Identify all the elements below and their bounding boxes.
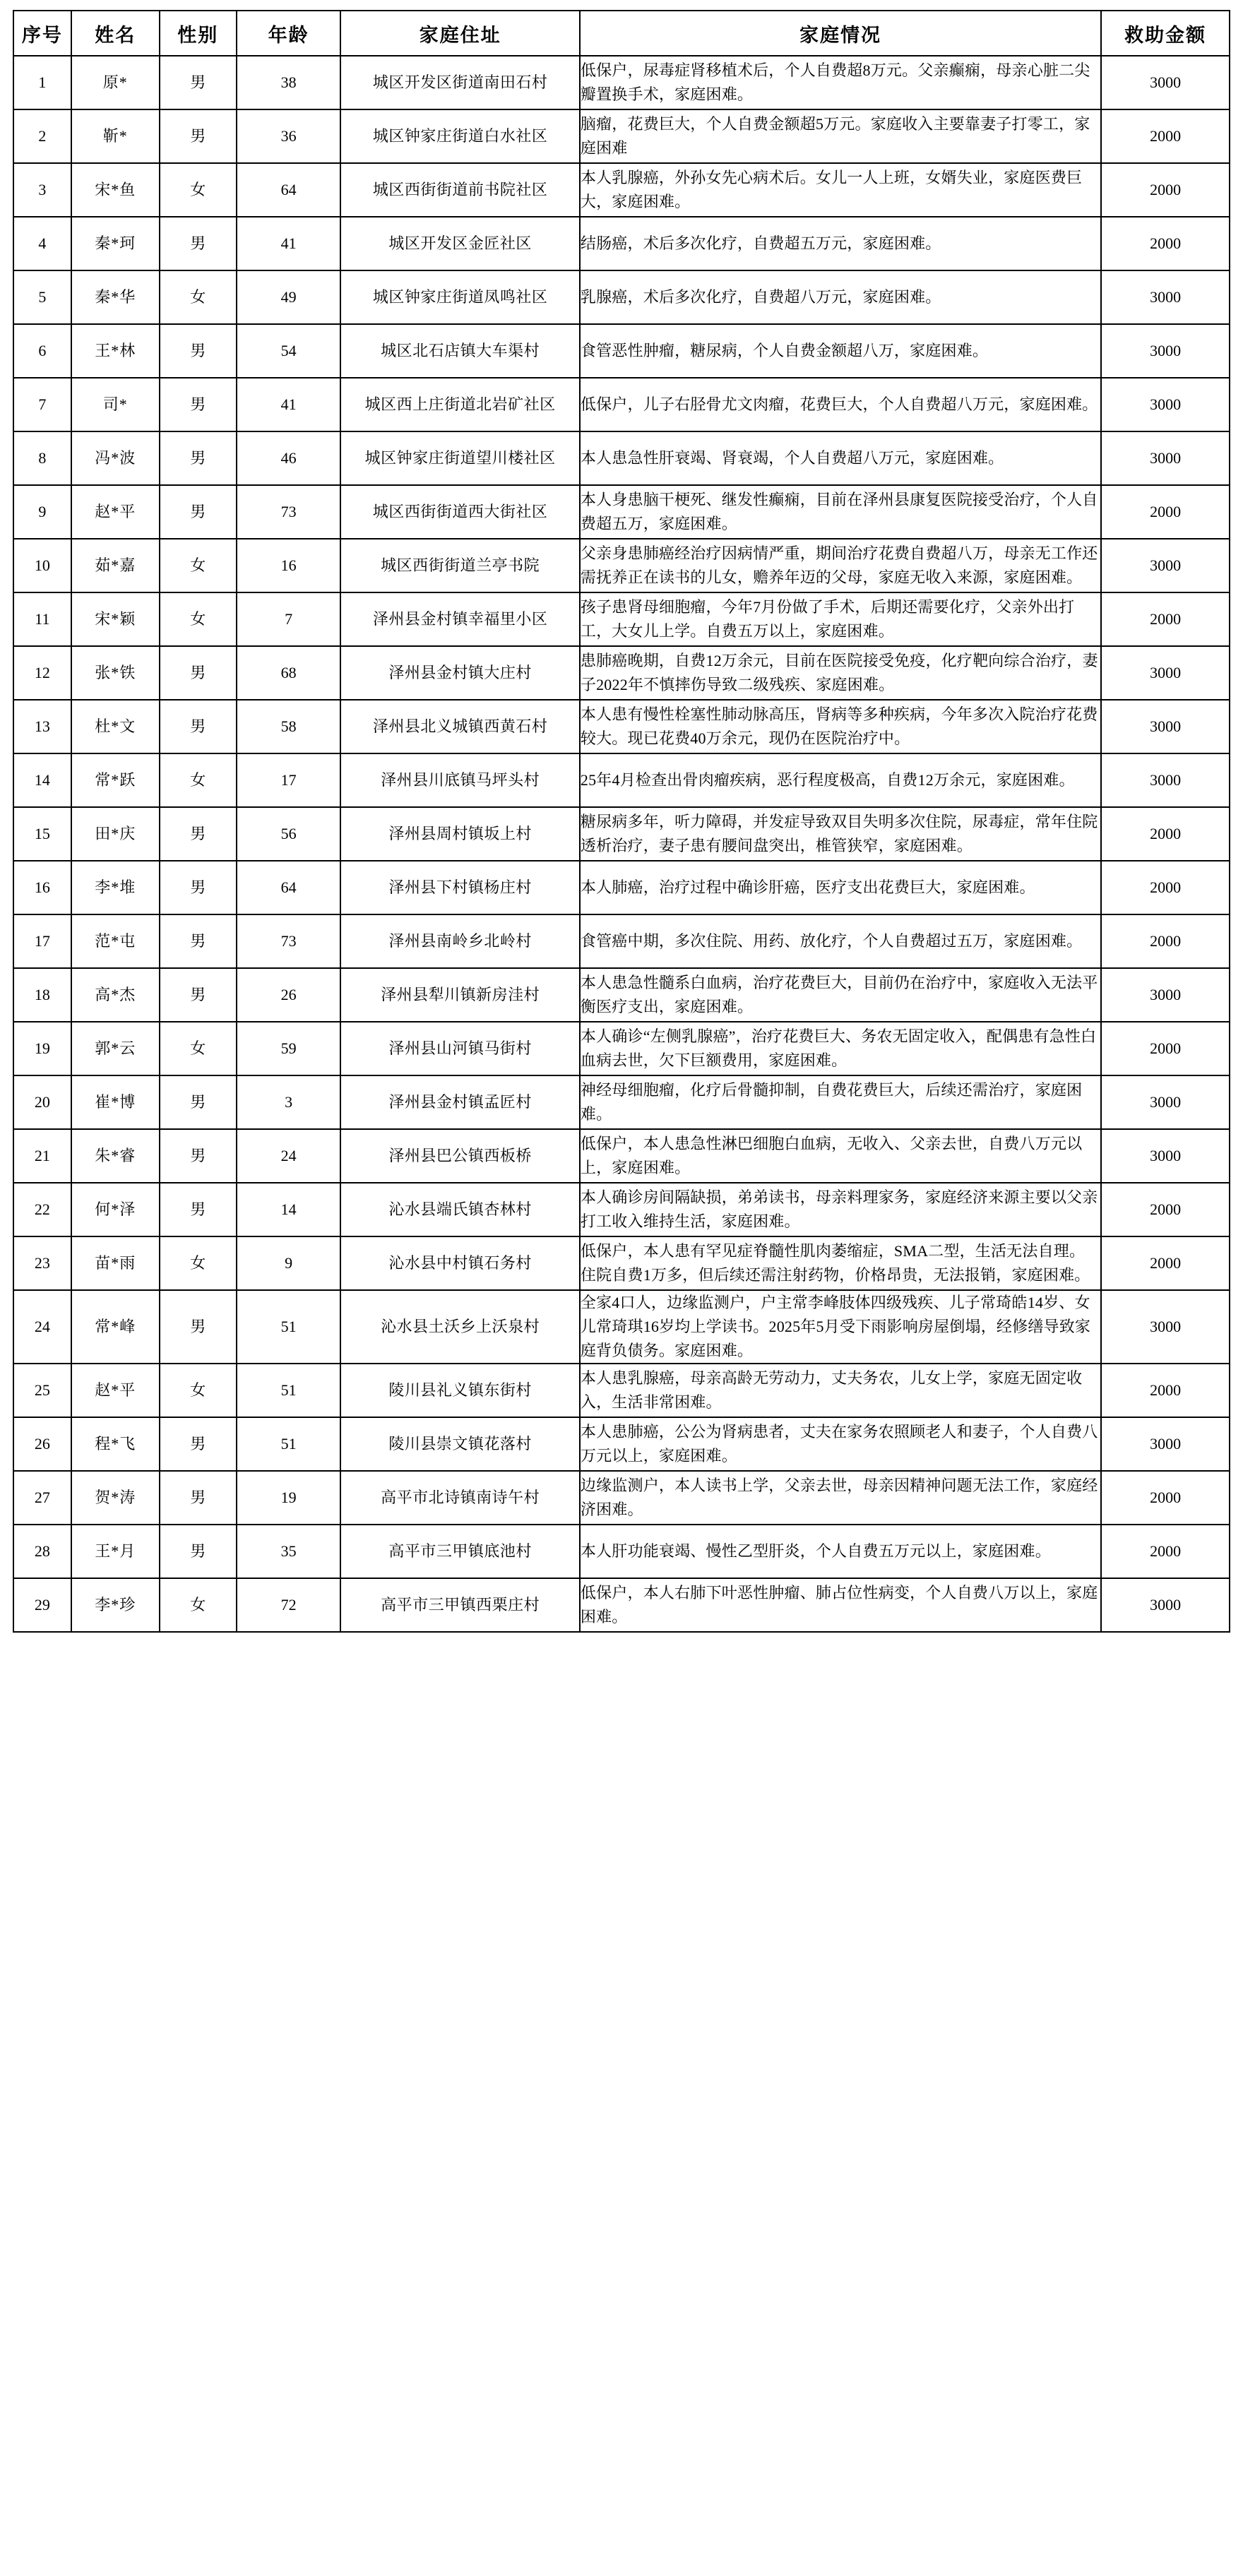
table-row — [13, 1183, 1230, 1236]
cell-situation: 神经母细胞瘤，化疗后骨髓抑制，自费花费巨大，后续还需治疗，家庭困难。 — [580, 1075, 1101, 1129]
cell-age: 41 — [237, 217, 341, 270]
cell-amount: 2000 — [1101, 1236, 1230, 1290]
cell-situation: 低保户，本人患有罕见症脊髓性肌肉萎缩症，SMA二型，生活无法自理。住院自费1万多，但后续还需注射药物，价格昂贵，无法报销，家庭困难。 — [580, 1236, 1101, 1290]
cell-amount: 2000 — [1101, 1525, 1230, 1578]
cell-name: 杜*文 — [71, 700, 160, 753]
table-row — [13, 861, 1230, 914]
cell-amount: 3000 — [1101, 378, 1230, 431]
table-row — [13, 485, 1230, 539]
column-header-age: 年龄 — [237, 11, 341, 56]
cell-index: 5 — [13, 270, 71, 324]
cell-name: 赵*平 — [71, 485, 160, 539]
cell-amount: 3000 — [1101, 753, 1230, 807]
cell-age: 41 — [237, 378, 341, 431]
cell-amount: 3000 — [1101, 700, 1230, 753]
cell-index: 22 — [13, 1183, 71, 1236]
cell-index: 7 — [13, 378, 71, 431]
cell-name: 朱*睿 — [71, 1129, 160, 1183]
table-row — [13, 646, 1230, 700]
cell-gender: 女 — [160, 270, 237, 324]
cell-name: 张*铁 — [71, 646, 160, 700]
cell-index: 4 — [13, 217, 71, 270]
cell-address: 陵川县崇文镇花落村 — [340, 1417, 579, 1471]
cell-gender: 男 — [160, 1183, 237, 1236]
cell-amount: 3000 — [1101, 431, 1230, 485]
cell-address: 泽州县金村镇孟匠村 — [340, 1075, 579, 1129]
cell-index: 14 — [13, 753, 71, 807]
cell-situation: 低保户，儿子右胫骨尤文肉瘤，花费巨大，个人自费超八万元，家庭困难。 — [580, 378, 1101, 431]
cell-situation: 低保户，尿毒症肾移植术后，个人自费超8万元。父亲癫痫，母亲心脏二尖瓣置换手术，家庭困难。 — [580, 56, 1101, 109]
cell-situation: 食管癌中期，多次住院、用药、放化疗，个人自费超过五万，家庭困难。 — [580, 914, 1101, 968]
cell-gender: 男 — [160, 1471, 237, 1525]
cell-situation: 脑瘤，花费巨大，个人自费金额超5万元。家庭收入主要靠妻子打零工，家庭困难 — [580, 109, 1101, 163]
cell-address: 陵川县礼义镇东街村 — [340, 1364, 579, 1417]
cell-index: 15 — [13, 807, 71, 861]
cell-index: 28 — [13, 1525, 71, 1578]
table-body — [13, 56, 1230, 1632]
cell-situation: 本人患有慢性栓塞性肺动脉高压，肾病等多种疾病，今年多次入院治疗花费较大。现已花费40万余元，现仍在医院治疗中。 — [580, 700, 1101, 753]
cell-address: 城区钟家庄街道白水社区 — [340, 109, 579, 163]
cell-gender: 女 — [160, 1578, 237, 1632]
cell-situation: 本人肺癌，治疗过程中确诊肝癌，医疗支出花费巨大，家庭困难。 — [580, 861, 1101, 914]
cell-age: 51 — [237, 1417, 341, 1471]
cell-gender: 女 — [160, 1236, 237, 1290]
table-row — [13, 378, 1230, 431]
cell-index: 13 — [13, 700, 71, 753]
cell-index: 10 — [13, 539, 71, 592]
cell-index: 12 — [13, 646, 71, 700]
header-row — [13, 11, 1230, 56]
cell-situation: 全家4口人，边缘监测户，户主常李峰肢体四级残疾、儿子常琦皓14岁、女儿常琦琪16岁均上学读书。2025年5月受下雨影响房屋倒塌，经修缮导致家庭背负债务。家庭困难。 — [580, 1290, 1101, 1364]
cell-address: 城区北石店镇大车渠村 — [340, 324, 579, 378]
cell-gender: 男 — [160, 217, 237, 270]
cell-amount: 2000 — [1101, 1364, 1230, 1417]
cell-address: 泽州县金村镇幸福里小区 — [340, 592, 579, 646]
cell-situation: 父亲身患肺癌经治疗因病情严重，期间治疗花费自费超八万，母亲无工作还需抚养正在读书的儿女，赡养年迈的父母，家庭无收入来源，家庭困难。 — [580, 539, 1101, 592]
cell-gender: 女 — [160, 1364, 237, 1417]
cell-amount: 3000 — [1101, 1578, 1230, 1632]
cell-name: 宋*鱼 — [71, 163, 160, 217]
cell-address: 城区西上庄街道北岩矿社区 — [340, 378, 579, 431]
cell-index: 11 — [13, 592, 71, 646]
cell-age: 35 — [237, 1525, 341, 1578]
cell-amount: 3000 — [1101, 1075, 1230, 1129]
cell-situation: 本人患乳腺癌，母亲高龄无劳动力，丈夫务农，儿女上学，家庭无固定收入，生活非常困难。 — [580, 1364, 1101, 1417]
cell-age: 68 — [237, 646, 341, 700]
cell-gender: 女 — [160, 539, 237, 592]
cell-amount: 3000 — [1101, 539, 1230, 592]
cell-gender: 男 — [160, 700, 237, 753]
cell-gender: 男 — [160, 807, 237, 861]
cell-gender: 女 — [160, 163, 237, 217]
cell-address: 泽州县川底镇马坪头村 — [340, 753, 579, 807]
cell-age: 16 — [237, 539, 341, 592]
cell-age: 73 — [237, 485, 341, 539]
cell-address: 高平市北诗镇南诗午村 — [340, 1471, 579, 1525]
cell-address: 高平市三甲镇底池村 — [340, 1525, 579, 1578]
cell-gender: 男 — [160, 968, 237, 1022]
cell-index: 27 — [13, 1471, 71, 1525]
cell-index: 3 — [13, 163, 71, 217]
cell-situation: 本人患急性肝衰竭、肾衰竭，个人自费超八万元，家庭困难。 — [580, 431, 1101, 485]
cell-address: 泽州县犁川镇新房洼村 — [340, 968, 579, 1022]
table-row — [13, 1290, 1230, 1364]
cell-index: 25 — [13, 1364, 71, 1417]
cell-age: 51 — [237, 1364, 341, 1417]
cell-situation: 乳腺癌，术后多次化疗，自费超八万元，家庭困难。 — [580, 270, 1101, 324]
cell-amount: 3000 — [1101, 1290, 1230, 1364]
cell-age: 24 — [237, 1129, 341, 1183]
table-row — [13, 270, 1230, 324]
table-row — [13, 914, 1230, 968]
cell-name: 秦*珂 — [71, 217, 160, 270]
cell-name: 何*泽 — [71, 1183, 160, 1236]
column-header-index: 序号 — [13, 11, 71, 56]
cell-gender: 男 — [160, 914, 237, 968]
table-row — [13, 163, 1230, 217]
table-row — [13, 1471, 1230, 1525]
table-row — [13, 1578, 1230, 1632]
cell-situation: 25年4月检查出骨肉瘤疾病，恶行程度极高，自费12万余元，家庭困难。 — [580, 753, 1101, 807]
cell-amount: 2000 — [1101, 109, 1230, 163]
cell-situation: 患肺癌晚期，自费12万余元，目前在医院接受免疫，化疗靶向综合治疗，妻子2022年不慎摔伤导致二级残疾、家庭困难。 — [580, 646, 1101, 700]
cell-name: 司* — [71, 378, 160, 431]
cell-situation: 本人身患脑干梗死、继发性癫痫，目前在泽州县康复医院接受治疗，个人自费超五万，家庭困难。 — [580, 485, 1101, 539]
cell-index: 6 — [13, 324, 71, 378]
cell-age: 9 — [237, 1236, 341, 1290]
cell-index: 9 — [13, 485, 71, 539]
cell-age: 72 — [237, 1578, 341, 1632]
cell-amount: 2000 — [1101, 163, 1230, 217]
cell-situation: 边缘监测户，本人读书上学，父亲去世，母亲因精神问题无法工作，家庭经济困难。 — [580, 1471, 1101, 1525]
cell-index: 1 — [13, 56, 71, 109]
cell-name: 苗*雨 — [71, 1236, 160, 1290]
cell-situation: 本人患急性髓系白血病，治疗花费巨大，目前仍在治疗中，家庭收入无法平衡医疗支出，家庭困难。 — [580, 968, 1101, 1022]
column-header-situation: 家庭情况 — [580, 11, 1101, 56]
cell-index: 17 — [13, 914, 71, 968]
cell-amount: 3000 — [1101, 324, 1230, 378]
cell-situation: 低保户，本人右肺下叶恶性肿瘤、肺占位性病变，个人自费八万以上，家庭困难。 — [580, 1578, 1101, 1632]
cell-name: 贺*涛 — [71, 1471, 160, 1525]
cell-name: 范*屯 — [71, 914, 160, 968]
table-row — [13, 109, 1230, 163]
cell-gender: 女 — [160, 753, 237, 807]
cell-index: 8 — [13, 431, 71, 485]
cell-gender: 男 — [160, 1417, 237, 1471]
table-row — [13, 1075, 1230, 1129]
cell-name: 王*林 — [71, 324, 160, 378]
cell-gender: 女 — [160, 1022, 237, 1075]
cell-amount: 3000 — [1101, 968, 1230, 1022]
cell-address: 泽州县周村镇坂上村 — [340, 807, 579, 861]
assistance-recipients-table — [13, 10, 1230, 1633]
column-header-gender: 性别 — [160, 11, 237, 56]
cell-age: 73 — [237, 914, 341, 968]
cell-index: 16 — [13, 861, 71, 914]
cell-amount: 2000 — [1101, 914, 1230, 968]
cell-address: 泽州县北义城镇西黄石村 — [340, 700, 579, 753]
cell-address: 泽州县山河镇马街村 — [340, 1022, 579, 1075]
column-header-name: 姓名 — [71, 11, 160, 56]
cell-age: 54 — [237, 324, 341, 378]
cell-name: 常*跃 — [71, 753, 160, 807]
cell-name: 郭*云 — [71, 1022, 160, 1075]
cell-address: 城区西街街道前书院社区 — [340, 163, 579, 217]
cell-address: 城区开发区金匠社区 — [340, 217, 579, 270]
table-row — [13, 1236, 1230, 1290]
cell-name: 李*堆 — [71, 861, 160, 914]
cell-situation: 本人确诊房间隔缺损，弟弟读书，母亲料理家务，家庭经济来源主要以父亲打工收入维持生活，家庭困难。 — [580, 1183, 1101, 1236]
cell-situation: 本人确诊“左侧乳腺癌”，治疗花费巨大、务农无固定收入，配偶患有急性白血病去世，欠下巨额费用，家庭困难。 — [580, 1022, 1101, 1075]
cell-name: 秦*华 — [71, 270, 160, 324]
cell-name: 王*月 — [71, 1525, 160, 1578]
cell-gender: 男 — [160, 1075, 237, 1129]
cell-address: 泽州县南岭乡北岭村 — [340, 914, 579, 968]
cell-amount: 2000 — [1101, 1471, 1230, 1525]
table-row — [13, 56, 1230, 109]
cell-address: 沁水县中村镇石务村 — [340, 1236, 579, 1290]
cell-name: 茹*嘉 — [71, 539, 160, 592]
cell-index: 24 — [13, 1290, 71, 1364]
cell-amount: 2000 — [1101, 807, 1230, 861]
table-row — [13, 431, 1230, 485]
cell-address: 高平市三甲镇西栗庄村 — [340, 1578, 579, 1632]
table-row — [13, 753, 1230, 807]
cell-gender: 男 — [160, 646, 237, 700]
cell-address: 城区西街街道西大街社区 — [340, 485, 579, 539]
cell-address: 城区西街街道兰亭书院 — [340, 539, 579, 592]
cell-gender: 男 — [160, 1129, 237, 1183]
cell-amount: 3000 — [1101, 270, 1230, 324]
table-row — [13, 807, 1230, 861]
cell-age: 49 — [237, 270, 341, 324]
cell-situation: 本人患肺癌，公公为肾病患者，丈夫在家务农照顾老人和妻子，个人自费八万元以上，家庭困难。 — [580, 1417, 1101, 1471]
cell-name: 靳* — [71, 109, 160, 163]
cell-amount: 2000 — [1101, 592, 1230, 646]
cell-age: 14 — [237, 1183, 341, 1236]
cell-situation: 低保户，本人患急性淋巴细胞白血病，无收入、父亲去世，自费八万元以上，家庭困难。 — [580, 1129, 1101, 1183]
cell-age: 56 — [237, 807, 341, 861]
assistance-table-container — [0, 10, 1243, 1633]
cell-index: 2 — [13, 109, 71, 163]
cell-age: 7 — [237, 592, 341, 646]
table-row — [13, 592, 1230, 646]
cell-amount: 3000 — [1101, 1129, 1230, 1183]
table-row — [13, 968, 1230, 1022]
cell-address: 泽州县巴公镇西板桥 — [340, 1129, 579, 1183]
cell-name: 宋*颖 — [71, 592, 160, 646]
table-row — [13, 700, 1230, 753]
cell-gender: 男 — [160, 56, 237, 109]
cell-amount: 3000 — [1101, 56, 1230, 109]
cell-age: 36 — [237, 109, 341, 163]
table-row — [13, 1525, 1230, 1578]
cell-address: 城区钟家庄街道凤鸣社区 — [340, 270, 579, 324]
cell-name: 常*峰 — [71, 1290, 160, 1364]
cell-age: 19 — [237, 1471, 341, 1525]
cell-index: 20 — [13, 1075, 71, 1129]
table-row — [13, 1417, 1230, 1471]
cell-situation: 本人乳腺癌，外孙女先心病术后。女儿一人上班，女婿失业，家庭医费巨大，家庭困难。 — [580, 163, 1101, 217]
cell-index: 18 — [13, 968, 71, 1022]
cell-index: 21 — [13, 1129, 71, 1183]
cell-amount: 3000 — [1101, 646, 1230, 700]
cell-gender: 男 — [160, 378, 237, 431]
cell-gender: 男 — [160, 1525, 237, 1578]
cell-address: 城区开发区街道南田石村 — [340, 56, 579, 109]
cell-index: 19 — [13, 1022, 71, 1075]
cell-address: 泽州县金村镇大庄村 — [340, 646, 579, 700]
table-row — [13, 1022, 1230, 1075]
cell-name: 高*杰 — [71, 968, 160, 1022]
cell-amount: 2000 — [1101, 217, 1230, 270]
cell-age: 3 — [237, 1075, 341, 1129]
cell-age: 58 — [237, 700, 341, 753]
cell-situation: 孩子患肾母细胞瘤，今年7月份做了手术，后期还需要化疗，父亲外出打工，大女儿上学。自费五万以上，家庭困难。 — [580, 592, 1101, 646]
cell-age: 38 — [237, 56, 341, 109]
table-row — [13, 1129, 1230, 1183]
table-row — [13, 217, 1230, 270]
column-header-address: 家庭住址 — [340, 11, 579, 56]
table-row — [13, 539, 1230, 592]
cell-amount: 2000 — [1101, 1183, 1230, 1236]
cell-name: 赵*平 — [71, 1364, 160, 1417]
table-row — [13, 1364, 1230, 1417]
cell-address: 城区钟家庄街道望川楼社区 — [340, 431, 579, 485]
cell-name: 崔*博 — [71, 1075, 160, 1129]
table-header — [13, 11, 1230, 56]
cell-address: 沁水县端氏镇杏林村 — [340, 1183, 579, 1236]
cell-name: 原* — [71, 56, 160, 109]
column-header-amount: 救助金额 — [1101, 11, 1230, 56]
cell-address: 沁水县土沃乡上沃泉村 — [340, 1290, 579, 1364]
cell-index: 23 — [13, 1236, 71, 1290]
cell-name: 程*飞 — [71, 1417, 160, 1471]
cell-situation: 本人肝功能衰竭、慢性乙型肝炎，个人自费五万元以上，家庭困难。 — [580, 1525, 1101, 1578]
cell-age: 17 — [237, 753, 341, 807]
table-row — [13, 324, 1230, 378]
cell-age: 64 — [237, 861, 341, 914]
cell-gender: 男 — [160, 861, 237, 914]
cell-gender: 男 — [160, 485, 237, 539]
cell-index: 26 — [13, 1417, 71, 1471]
cell-gender: 男 — [160, 1290, 237, 1364]
cell-name: 李*珍 — [71, 1578, 160, 1632]
cell-amount: 2000 — [1101, 861, 1230, 914]
cell-amount: 2000 — [1101, 1022, 1230, 1075]
cell-amount: 3000 — [1101, 1417, 1230, 1471]
cell-situation: 食管恶性肿瘤，糖尿病，个人自费金额超八万，家庭困难。 — [580, 324, 1101, 378]
cell-gender: 女 — [160, 592, 237, 646]
cell-age: 64 — [237, 163, 341, 217]
cell-gender: 男 — [160, 324, 237, 378]
cell-situation: 结肠癌，术后多次化疗，自费超五万元，家庭困难。 — [580, 217, 1101, 270]
cell-address: 泽州县下村镇杨庄村 — [340, 861, 579, 914]
cell-age: 51 — [237, 1290, 341, 1364]
cell-index: 29 — [13, 1578, 71, 1632]
cell-age: 46 — [237, 431, 341, 485]
cell-situation: 糖尿病多年，听力障碍，并发症导致双目失明多次住院，尿毒症，常年住院透析治疗，妻子患有腰间盘突出，椎管狭窄，家庭困难。 — [580, 807, 1101, 861]
cell-amount: 2000 — [1101, 485, 1230, 539]
cell-gender: 男 — [160, 109, 237, 163]
cell-name: 冯*波 — [71, 431, 160, 485]
cell-age: 59 — [237, 1022, 341, 1075]
cell-age: 26 — [237, 968, 341, 1022]
cell-gender: 男 — [160, 431, 237, 485]
cell-name: 田*庆 — [71, 807, 160, 861]
